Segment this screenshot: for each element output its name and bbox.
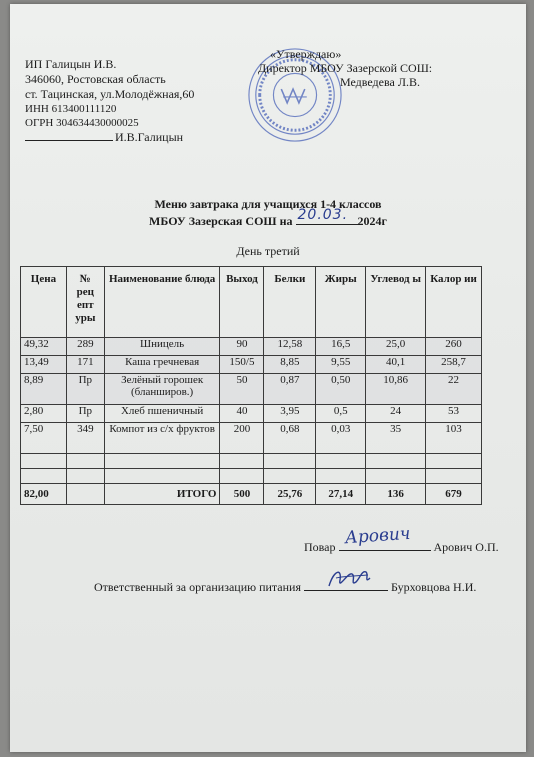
empty-cell [220, 454, 264, 469]
responsible-signature-row [94, 578, 476, 595]
empty-cell [264, 469, 316, 484]
table-row [21, 374, 482, 405]
cook-name: Арович О.П. [433, 540, 499, 554]
cell-carbs: 40,1 [366, 356, 426, 374]
school-name: МБОУ Зазерская СОШ на [149, 214, 293, 228]
approval-block [258, 47, 432, 89]
cook-signature-row [304, 523, 499, 555]
cell-price: 8,89 [21, 374, 67, 405]
cell-fats: 16,5 [316, 338, 366, 356]
responsible-name: Бурховцова Н.И. [391, 580, 477, 594]
cell-fats: 9,55 [316, 356, 366, 374]
cell-proteins: 0,68 [264, 423, 316, 454]
approval-heading: «Утверждаю» [270, 47, 342, 61]
cell-carbs: 35 [366, 423, 426, 454]
header-calories: Калор ии [426, 267, 482, 338]
table-row [21, 338, 482, 356]
cell-portion: 50 [220, 374, 264, 405]
total-proteins: 25,76 [264, 484, 316, 505]
total-price: 82,00 [21, 484, 67, 505]
document-page [10, 4, 526, 752]
cell-calories: 258,7 [426, 356, 482, 374]
cell-price: 2,80 [21, 405, 67, 423]
empty-cell [66, 469, 104, 484]
menu-title-line2 [10, 207, 526, 229]
cell-recipe: 349 [66, 423, 104, 454]
header-recipe: № рец епт уры [66, 267, 104, 338]
cell-portion: 40 [220, 405, 264, 423]
supplier-inn: ИНН 613400111120 [25, 103, 117, 115]
supplier-signer: И.В.Галицын [115, 130, 184, 144]
cell-proteins: 3,95 [264, 405, 316, 423]
header-price: Цена [21, 267, 67, 338]
cook-signature-line [339, 523, 431, 551]
empty-cell [316, 469, 366, 484]
cell-recipe: 171 [66, 356, 104, 374]
signature-blank [25, 131, 113, 141]
cell-portion: 200 [220, 423, 264, 454]
cook-handwritten-signature: Арович [343, 523, 411, 549]
cell-proteins: 0,87 [264, 374, 316, 405]
cook-label: Повар [304, 540, 336, 554]
total-recipe [66, 484, 104, 505]
cell-carbs: 24 [366, 405, 426, 423]
table-row [21, 356, 482, 374]
table-row [21, 423, 482, 454]
supplier-signature-line [25, 130, 194, 145]
cell-recipe: 289 [66, 338, 104, 356]
year: 2024г [357, 214, 387, 228]
supplier-block [25, 57, 194, 145]
cell-price: 7,50 [21, 423, 67, 454]
responsible-label: Ответственный за организацию питания [94, 580, 301, 594]
approver-name: Медведева Л.В. [340, 75, 420, 89]
total-portion: 500 [220, 484, 264, 505]
empty-cell [104, 469, 220, 484]
cell-dish: Компот из с/х фруктов [104, 423, 220, 454]
total-row [21, 484, 482, 505]
empty-cell [426, 469, 482, 484]
cell-calories: 260 [426, 338, 482, 356]
cell-dish: Шницель [104, 338, 220, 356]
cell-calories: 53 [426, 405, 482, 423]
empty-row [21, 469, 482, 484]
empty-row [21, 454, 482, 469]
header-portion: Выход [220, 267, 264, 338]
approver-position: Директор МБОУ Зазерской СОШ: [258, 61, 433, 75]
cell-carbs: 25,0 [366, 338, 426, 356]
cell-fats: 0,03 [316, 423, 366, 454]
empty-cell [366, 469, 426, 484]
empty-cell [316, 454, 366, 469]
empty-cell [104, 454, 220, 469]
empty-cell [21, 469, 67, 484]
empty-cell [426, 454, 482, 469]
date-field [296, 207, 358, 225]
handwritten-date: 20.03. [297, 207, 349, 223]
total-calories: 679 [426, 484, 482, 505]
cell-fats: 0,5 [316, 405, 366, 423]
cell-recipe: Пр [66, 374, 104, 405]
total-carbs: 136 [366, 484, 426, 505]
table-header-row [21, 267, 482, 338]
supplier-address: ст. Тацинская, ул.Молодёжная,60 [25, 87, 195, 101]
cell-price: 49,32 [21, 338, 67, 356]
total-fats: 27,14 [316, 484, 366, 505]
cell-carbs: 10,86 [366, 374, 426, 405]
cell-proteins: 12,58 [264, 338, 316, 356]
day-label: День третий [236, 244, 300, 258]
cell-recipe: Пр [66, 405, 104, 423]
cell-dish: Зелёный горошек (бланширов.) [104, 374, 220, 405]
total-label: ИТОГО [104, 484, 220, 505]
table-row [21, 405, 482, 423]
supplier-name: ИП Галицын И.В. [25, 57, 117, 71]
menu-table [20, 266, 482, 505]
supplier-ogrn: ОГРН 304634430000025 [25, 117, 139, 129]
empty-cell [264, 454, 316, 469]
empty-cell [21, 454, 67, 469]
cell-portion: 150/5 [220, 356, 264, 374]
empty-cell [220, 469, 264, 484]
cell-portion: 90 [220, 338, 264, 356]
responsible-signature-line [304, 578, 388, 591]
cell-dish: Хлеб пшеничный [104, 405, 220, 423]
header-fats: Жиры [316, 267, 366, 338]
cell-calories: 22 [426, 374, 482, 405]
header-carbs: Углевод ы [366, 267, 426, 338]
header-proteins: Белки [264, 267, 316, 338]
supplier-postal: 346060, Ростовская область [25, 72, 166, 86]
cell-price: 13,49 [21, 356, 67, 374]
cell-proteins: 8,85 [264, 356, 316, 374]
cell-dish: Каша гречневая [104, 356, 220, 374]
responsible-signature-icon [326, 564, 374, 594]
cell-fats: 0,50 [316, 374, 366, 405]
header-dish: Наименование блюда [104, 267, 220, 338]
cell-calories: 103 [426, 423, 482, 454]
empty-cell [66, 454, 104, 469]
empty-cell [366, 454, 426, 469]
menu-title: Меню завтрака для учащихся 1-4 классов [154, 197, 382, 211]
